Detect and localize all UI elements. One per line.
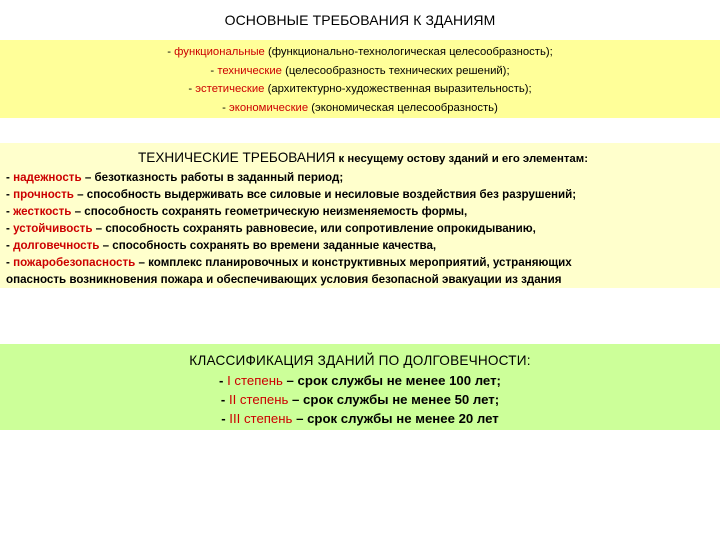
classification-item (0, 371, 720, 390)
item-prefix: - (188, 83, 196, 95)
durability-degree: III степень (229, 411, 293, 426)
item-prefix: - (222, 101, 230, 114)
durability-description: – срок службы не менее 100 лет; (282, 373, 501, 388)
requirement-term: устойчивость (13, 222, 93, 235)
durability-classification-box (0, 344, 720, 430)
item-prefix: - (221, 411, 230, 426)
technical-heading-suffix: к несущему остову зданий и его элементам: (335, 153, 588, 165)
requirement-term: технические (217, 64, 282, 77)
requirement-description: (экономическая целесообразность) (308, 101, 498, 114)
requirement-description: (функционально-технологическая целесообразность); (264, 46, 553, 58)
requirement-description: (целесообразность технических решений); (281, 64, 510, 77)
technical-requirements-box (0, 143, 720, 288)
requirement-term: экономические (229, 101, 309, 114)
requirement-term: эстетические (195, 83, 265, 95)
technical-continuation: опасность возникновения пожара и обеспечивающих условия безопасной эвакуации из здания (6, 273, 562, 286)
requirement-term: прочность (13, 188, 74, 201)
classification-heading: КЛАССИФИКАЦИЯ ЗДАНИЙ ПО ДОЛГОВЕЧНОСТИ: (189, 353, 531, 368)
page-title: ОСНОВНЫЕ ТРЕБОВАНИЯ К ЗДАНИЯМ (224, 12, 496, 28)
technical-requirement-item (6, 237, 720, 254)
requirement-description: (архитектурно-художественная выразительность); (264, 83, 532, 95)
item-prefix: - (6, 239, 14, 252)
item-prefix: - (6, 222, 14, 235)
requirement-term: пожаробезопасность (13, 256, 136, 269)
technical-heading (6, 147, 720, 169)
requirement-term: долговечность (13, 239, 100, 252)
technical-requirement-item (6, 186, 720, 203)
technical-requirement-item (6, 254, 720, 271)
item-prefix: - (6, 205, 14, 218)
durability-degree: II степень (228, 392, 289, 407)
technical-requirement-item (6, 169, 720, 186)
requirement-description: – способность выдерживать все силовые и несиловые воздействия без разрушений; (73, 188, 577, 201)
durability-degree: I степень (227, 373, 283, 388)
item-prefix: - (6, 171, 14, 184)
classification-item (0, 390, 720, 409)
technical-requirement-item (6, 220, 720, 237)
basic-requirement-item (0, 43, 720, 62)
durability-description: – срок службы не менее 20 лет (292, 411, 499, 426)
item-prefix: - (6, 188, 14, 201)
item-prefix: - (210, 64, 218, 77)
item-prefix: - (220, 392, 229, 407)
item-prefix: - (167, 46, 175, 58)
requirement-description: – комплекс планировочных и конструктивных мероприятий, устраняющих (135, 256, 572, 269)
item-prefix: - (6, 256, 14, 269)
durability-description: – срок службы не менее 50 лет; (288, 392, 500, 407)
requirement-term: жесткость (13, 205, 72, 218)
requirement-term: надежность (13, 171, 82, 184)
requirement-description: – способность сохранять во времени заданные качества, (99, 239, 437, 252)
basic-requirements-box (0, 40, 720, 118)
technical-heading-text: ТЕХНИЧЕСКИЕ ТРЕБОВАНИЯ (137, 150, 336, 165)
basic-requirement-item (0, 80, 720, 99)
requirement-description: – способность сохранять геометрическую неизменяемость формы, (71, 205, 468, 218)
item-prefix: - (219, 373, 228, 388)
technical-requirement-item (6, 203, 720, 220)
classification-item (0, 409, 720, 428)
basic-requirement-item (0, 99, 720, 118)
requirement-description: – способность сохранять равновесие, или сопротивление опрокидыванию, (92, 222, 536, 235)
basic-requirement-item (0, 62, 720, 81)
requirement-term: функциональные (174, 46, 265, 58)
requirement-description: – безотказность работы в заданный период; (81, 171, 344, 184)
